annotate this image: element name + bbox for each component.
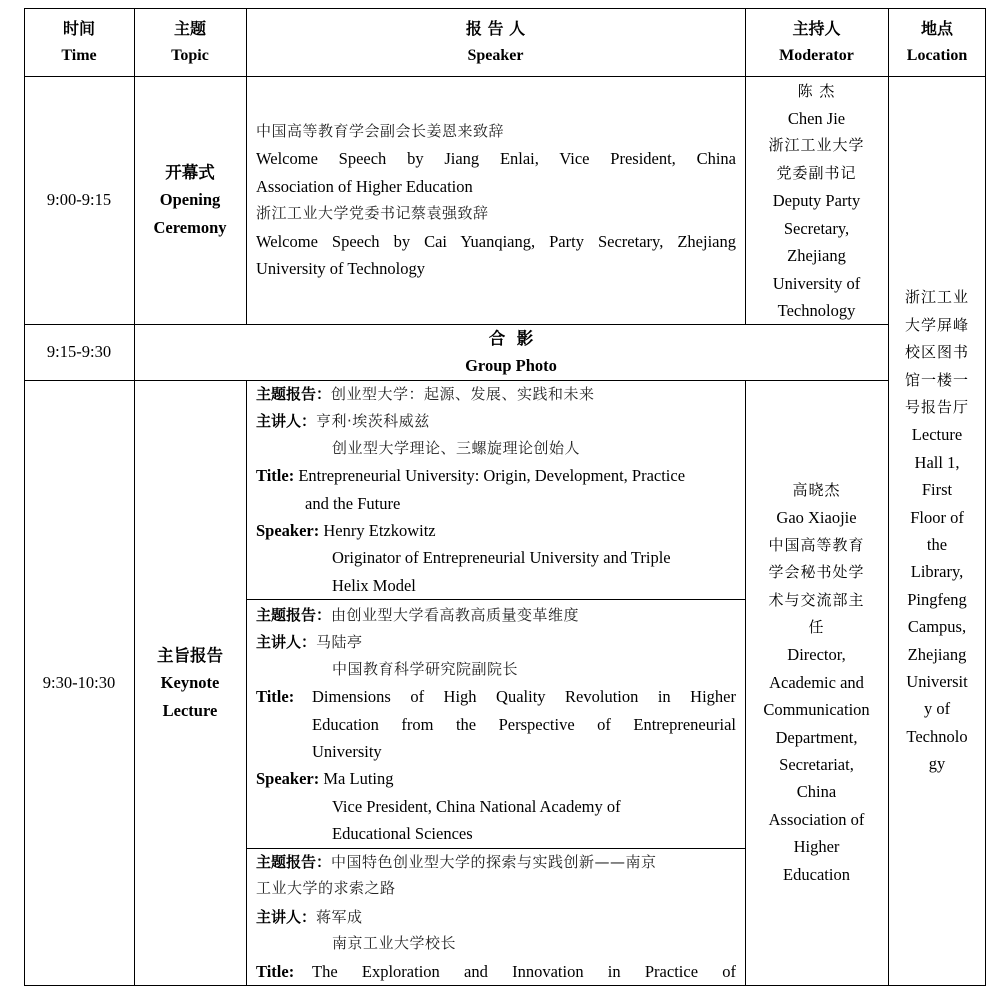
speaker-en: Henry Etzkowitz bbox=[323, 520, 436, 540]
keynote-talk bbox=[256, 380, 736, 599]
photo-title bbox=[134, 324, 888, 380]
speaker-role-zh: 中国教育科学研究院副院长 bbox=[332, 659, 519, 678]
speaker-label: 主讲人： bbox=[256, 907, 317, 926]
topic-zh: 创业型大学：起源、发展、实践和未来 bbox=[331, 385, 595, 403]
location-line: Pingfeng bbox=[907, 589, 967, 609]
opening-time bbox=[24, 76, 134, 324]
moderator-line: Deputy Party bbox=[772, 191, 861, 211]
speaker-label: 主讲人： bbox=[256, 412, 317, 431]
opening-topic-en-1: Opening bbox=[159, 190, 221, 210]
moderator-line: Chen Jie bbox=[787, 109, 846, 129]
location-line: 馆一楼一 bbox=[904, 370, 969, 389]
title-line: and the Future bbox=[305, 493, 401, 513]
moderator-line: 中国高等教育 bbox=[768, 535, 865, 554]
speaker-zh: 亨利·埃茨科威兹 bbox=[316, 412, 430, 431]
keynote-topic-en-1: Keynote bbox=[160, 673, 220, 693]
topic-label: 主题报告： bbox=[256, 853, 332, 871]
location-line: Hall 1, bbox=[914, 452, 960, 472]
title-line: Dimensions of High Quality Revolution in Higher bbox=[312, 687, 736, 707]
opening-topic-en-2: Ceremony bbox=[153, 217, 227, 237]
photo-title-zh: 合 影 bbox=[488, 328, 534, 348]
header-topic-zh: 主题 bbox=[173, 19, 206, 38]
moderator-line: Zhejiang bbox=[787, 246, 846, 266]
title-label: Title: bbox=[256, 466, 295, 486]
keynote-time bbox=[24, 380, 134, 986]
opening-line-en: Welcome Speech by Jiang Enlai, Vice President, China bbox=[256, 149, 736, 169]
header-moderator-en: Moderator bbox=[779, 47, 854, 64]
header-topic-en: Topic bbox=[171, 47, 209, 64]
location-line: the bbox=[926, 535, 948, 554]
speaker-role-zh: 南京工业大学校长 bbox=[332, 934, 457, 953]
moderator-line: Association of bbox=[768, 809, 865, 829]
moderator-line: 陈 杰 bbox=[797, 81, 836, 100]
title-line: The Exploration and Innovation in Practice of bbox=[312, 961, 736, 981]
location-line: Zhejiang bbox=[907, 644, 967, 664]
topic-label: 主题报告： bbox=[256, 606, 332, 624]
speaker-zh: 马陆亭 bbox=[316, 633, 363, 652]
header-topic bbox=[134, 8, 246, 76]
role-line: Helix Model bbox=[332, 575, 416, 595]
moderator-line: 学会秘书处学 bbox=[768, 563, 865, 582]
location-line: Library, bbox=[910, 562, 964, 582]
location-line: Campus, bbox=[907, 617, 967, 637]
opening-moderator bbox=[745, 78, 888, 324]
opening-topic-zh: 开幕式 bbox=[165, 162, 215, 182]
title-line: Entrepreneurial University: Origin, Development, Practice bbox=[298, 466, 686, 486]
opening-line-zh: 中国高等教育学会副会长姜恩来致辞 bbox=[256, 122, 505, 140]
speaker-en: Ma Luting bbox=[323, 769, 394, 789]
location-line: 校区图书 bbox=[904, 343, 969, 362]
topic-zh: 中国特色创业型大学的探索与实践创新——南京 bbox=[331, 853, 657, 871]
opening-line-zh: 浙江工业大学党委书记蔡袁强致辞 bbox=[256, 204, 489, 223]
moderator-line: Academic and bbox=[769, 672, 864, 692]
location-line: Universit bbox=[906, 672, 968, 692]
moderator-line: Secretary, bbox=[783, 218, 850, 238]
location-line: gy bbox=[928, 754, 946, 774]
header-speaker-en: Speaker bbox=[467, 47, 524, 64]
keynote-talk bbox=[256, 848, 736, 985]
header-time bbox=[24, 8, 134, 76]
moderator-line: China bbox=[796, 782, 837, 802]
row-divider bbox=[246, 599, 745, 600]
moderator-line: Secretariat, bbox=[779, 755, 854, 775]
location-cell bbox=[888, 76, 986, 986]
moderator-line: Communication bbox=[763, 700, 870, 720]
col-divider bbox=[246, 380, 247, 986]
header-location-zh: 地点 bbox=[920, 19, 953, 38]
role-line: Vice President, China National Academy of bbox=[332, 796, 621, 816]
location-line: 浙江工业 bbox=[904, 288, 969, 307]
moderator-line: Director, bbox=[787, 645, 846, 665]
topic-label: 主题报告： bbox=[256, 385, 332, 403]
keynote-topic bbox=[134, 380, 246, 986]
location-line: Floor of bbox=[910, 507, 964, 527]
moderator-line: Gao Xiaojie bbox=[776, 508, 857, 528]
opening-line-en: Association of Higher Education bbox=[256, 176, 473, 196]
moderator-line: 高晓杰 bbox=[792, 481, 841, 499]
header-time-en: Time bbox=[61, 47, 97, 64]
role-line: Originator of Entrepreneurial University and Triple bbox=[332, 548, 671, 568]
location-line: Technolo bbox=[906, 726, 968, 746]
speaker-zh: 蒋军成 bbox=[316, 907, 363, 926]
moderator-line: Department, bbox=[775, 727, 858, 747]
opening-topic bbox=[134, 76, 246, 324]
opening-time-value: 9:00-9:15 bbox=[46, 190, 112, 210]
location-line: y of bbox=[923, 699, 951, 719]
title-label: Title: bbox=[256, 961, 295, 981]
location-line: 号报告厅 bbox=[904, 397, 969, 416]
location-line: 大学屏峰 bbox=[904, 315, 969, 334]
keynote-moderator bbox=[745, 380, 888, 986]
moderator-line: Higher bbox=[793, 837, 840, 857]
moderator-line: 党委副书记 bbox=[776, 163, 857, 182]
title-line: University bbox=[312, 741, 382, 761]
keynote-topic-zh: 主旨报告 bbox=[157, 645, 223, 665]
opening-line-en: Welcome Speech by Cai Yuanqiang, Party Secretary, Zhejiang bbox=[256, 231, 736, 251]
photo-title-en: Group Photo bbox=[465, 356, 557, 375]
moderator-line: Education bbox=[783, 864, 850, 884]
title-label: Title: bbox=[256, 687, 295, 707]
speaker-label: 主讲人： bbox=[256, 633, 317, 652]
location-line: Lecture bbox=[911, 425, 963, 445]
opening-line-en: University of Technology bbox=[256, 258, 426, 278]
header-speaker bbox=[246, 8, 745, 76]
opening-speech-list bbox=[256, 118, 736, 282]
speaker-en-label: Speaker: bbox=[256, 769, 320, 789]
keynote-topic-en-2: Lecture bbox=[162, 700, 218, 720]
location-line: First bbox=[921, 480, 953, 500]
moderator-line: 任 bbox=[808, 618, 825, 637]
header-moderator bbox=[745, 8, 888, 76]
topic-zh: 工业大学的求索之路 bbox=[256, 879, 396, 898]
header-moderator-zh: 主持人 bbox=[792, 19, 841, 38]
speaker-en-label: Speaker: bbox=[256, 520, 320, 540]
header-time-zh: 时间 bbox=[62, 19, 95, 38]
header-speaker-zh: 报 告 人 bbox=[465, 19, 526, 38]
keynote-time-value: 9:30-10:30 bbox=[42, 673, 116, 693]
topic-zh: 由创业型大学看高教高质量变革维度 bbox=[331, 606, 580, 624]
moderator-line: 浙江工业大学 bbox=[768, 136, 865, 155]
speaker-role-zh: 创业型大学理论、三螺旋理论创始人 bbox=[332, 438, 581, 457]
header-location bbox=[888, 8, 986, 76]
keynote-talk bbox=[256, 601, 736, 848]
title-line: Education from the Perspective of Entrepreneurial bbox=[312, 714, 736, 734]
header-location-en: Location bbox=[906, 47, 968, 64]
moderator-line: University of bbox=[772, 273, 861, 293]
photo-time bbox=[24, 324, 134, 380]
moderator-line: 术与交流部主 bbox=[768, 590, 865, 609]
photo-time-value: 9:15-9:30 bbox=[46, 342, 112, 362]
role-line: Educational Sciences bbox=[332, 824, 473, 844]
moderator-line: Technology bbox=[777, 300, 856, 320]
